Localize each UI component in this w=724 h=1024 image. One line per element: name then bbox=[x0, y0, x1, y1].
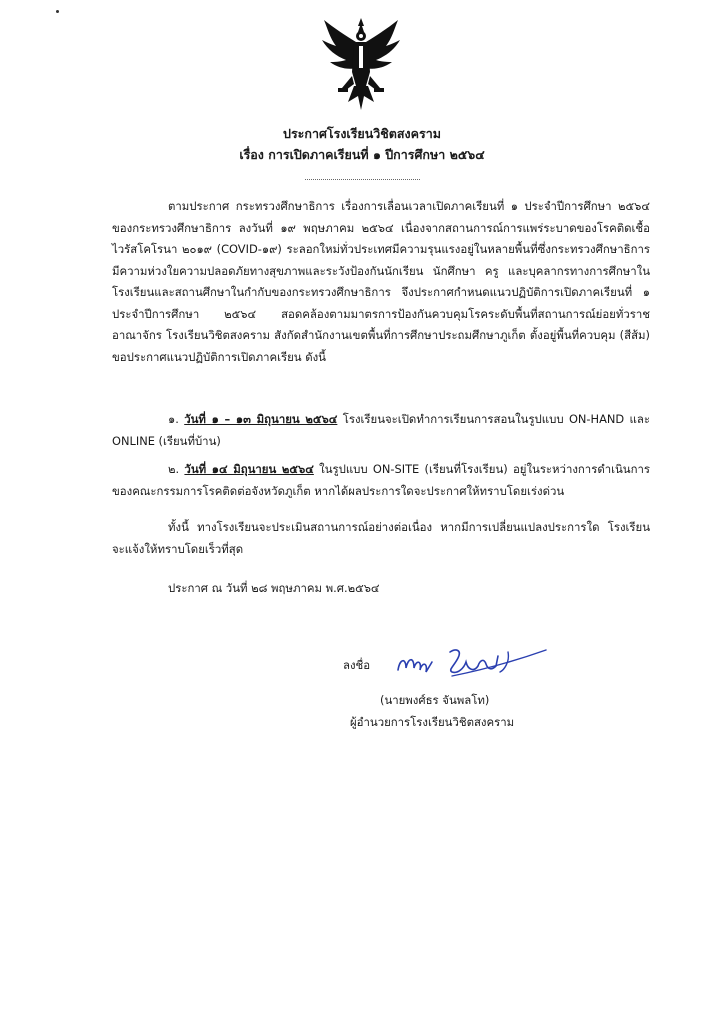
item1-number: ๑. bbox=[168, 412, 179, 426]
announcement-subject: เรื่อง การเปิดภาคเรียนที่ ๑ ปีการศึกษา ๒๕๖๔ bbox=[239, 147, 485, 162]
scan-dot bbox=[56, 10, 59, 13]
closing-paragraph: ทั้งนี้ ทางโรงเรียนจะประเมินสถานการณ์อย่างต่อเนื่อง หากมีการเปลี่ยนแปลงประการใด โรงเรียนจะแจ้งให้ทราบโดยเร็วที่สุด bbox=[112, 520, 650, 556]
list-item-2 bbox=[112, 459, 650, 502]
item2-number: ๒. bbox=[168, 462, 180, 476]
announcement-title: ประกาศโรงเรียนวิชิตสงคราม bbox=[283, 126, 441, 141]
item1-date: วันที่ ๑ – ๑๓ มิถุนายน ๒๕๖๔ bbox=[184, 412, 338, 426]
signer-name: (นายพงศ์ธร จันพลโท) bbox=[380, 693, 490, 707]
list-item-1 bbox=[112, 409, 650, 452]
sign-label: ลงชื่อ bbox=[343, 658, 371, 672]
garuda-emblem-icon bbox=[318, 16, 404, 116]
item2-text: ในรูปแบบ ON-SITE (เรียนที่โรงเรียน) อยู่ในระหว่างการดำเนินการของคณะกรรมการโรคติดต่อจังหวัดภูเก็ต หากได้ผลประการใดจะประกาศให้ทราบโดยเร่งด่วน bbox=[112, 462, 650, 498]
handwritten-signature bbox=[392, 640, 552, 680]
announced-date: ประกาศ ณ วันที่ ๒๘ พฤษภาคม พ.ศ.๒๕๖๔ bbox=[168, 581, 380, 595]
item2-date: วันที่ ๑๔ มิถุนายน ๒๕๖๔ bbox=[184, 462, 314, 476]
signer-position: ผู้อำนวยการโรงเรียนวิชิตสงคราม bbox=[350, 715, 515, 729]
title-divider bbox=[305, 179, 420, 180]
item1-text: โรงเรียนจะเปิดทำการเรียนการสอนในรูปแบบ ON-HAND และ ONLINE (เรียนที่บ้าน) bbox=[112, 412, 650, 448]
main-paragraph: ตามประกาศ กระทรวงศึกษาธิการ เรื่องการเลื่อนเวลาเปิดภาคเรียนที่ ๑ ประจำปีการศึกษา ๒๕๖๔ ของกระทรวงศึกษาธิการ ลงวันที่ ๑๙ พฤษภาคม ๒๕๖๔ เนื่องจากสถานการณ์การแพร่ระบาดของโรคติดเชื้อไวรัสโคโรนา ๒๐๑๙ (COVID-๑๙) ระลอกใหม่ทั่วประเทศมีความรุนแรงอยู่ในหลายพื้นที่ซึ่งกระทรวงศึกษาธิการมีความห่วงใยความปลอดภัยทางสุขภาพและระวังป้องกันนักเรียน นักศึกษา ครู และบุคลากรทางการศึกษาในโรงเรียนและสถานศึกษาในกำกับของกระทรวงศึกษาธิการ จึงประกาศกำหนดแนวปฏิบัติการเปิดภาคเรียนที่ ๑ ประจำปีการศึกษา ๒๕๖๔ สอดคล้องตามมาตรการป้องกันควบคุมโรคระดับพื้นที่สถานการณ์ย่อยทั่วราชอาณาจักร โรงเรียนวิชิตสงคราม สังกัดสำนักงานเขตพื้นที่การศึกษาประถมศึกษาภูเก็ต ตั้งอยู่พื้นที่ควบคุม (สีส้ม) ขอประกาศแนวปฏิบัติการเปิดภาคเรียน ดังนี้ bbox=[112, 199, 650, 364]
